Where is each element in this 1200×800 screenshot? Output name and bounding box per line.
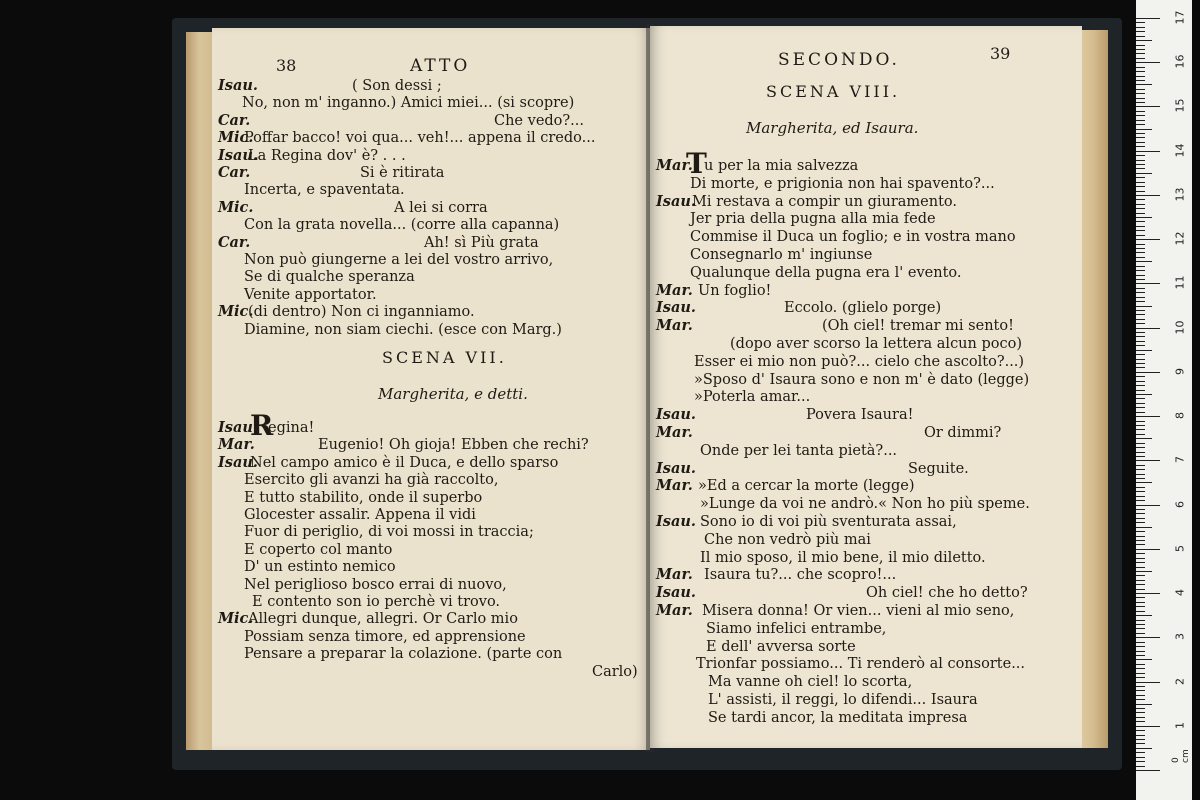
verse-line: (dopo aver scorso la lettera alcun poco) [730,336,1022,352]
ruler-tick [1136,314,1145,315]
ruler-tick [1136,80,1145,81]
ruler-tick [1136,398,1145,399]
ruler-tick [1136,67,1145,68]
ruler-tick [1136,186,1145,187]
ruler-tick [1136,677,1145,678]
verse-line: Povera Isaura! [806,407,914,424]
ruler-tick [1136,239,1160,240]
ruler-tick [1136,540,1145,541]
ruler-tick [1136,717,1145,718]
ruler-tick [1136,531,1145,532]
ruler-tick [1136,739,1145,740]
verse-line: »Ed a cercar la morte (legge) [698,478,915,495]
ruler-tick [1136,195,1160,196]
ruler-tick [1136,615,1152,616]
ruler-tick [1136,593,1160,594]
ruler-tick [1136,589,1145,590]
running-head: SECONDO. [778,50,900,70]
speaker-label: Car. [218,111,251,129]
verse-line: Glocester assalir. Appena il vidi [244,507,476,523]
ruler-tick [1136,544,1145,545]
drop-cap: T [686,147,707,180]
ruler-tick [1136,505,1160,506]
ruler-tick [1136,319,1145,320]
ruler-tick [1136,469,1145,470]
ruler-tick [1136,177,1145,178]
verse-line: Pensare a preparar la colazione. (parte con [244,646,563,663]
ruler-tick [1136,673,1145,674]
ruler-tick [1136,390,1145,391]
ruler-tick [1136,726,1160,727]
ruler-tick [1136,235,1145,236]
right-page [650,26,1082,748]
ruler-tick [1136,217,1152,218]
ruler-tick [1136,659,1152,660]
verse-line: Consegnarlo m' ingiunse [690,247,873,263]
verse-line: E coperto col manto [244,541,393,558]
speaker-label: Isau. [218,453,258,471]
ruler-tick [1136,151,1160,152]
ruler-tick [1136,27,1145,28]
verse-line: Nel periglioso bosco errai di nuovo, [244,576,507,593]
ruler-tick [1136,474,1145,475]
verse-line: Eugenio! Oh gioja! Ebben che rechi? [318,437,589,454]
speaker-label: Isau. [218,77,258,94]
page-number: 39 [990,44,1011,63]
ruler-tick [1136,478,1145,479]
ruler-tick [1136,257,1145,258]
ruler-tick [1136,394,1152,395]
ruler-tick [1136,416,1160,417]
ruler-tick [1136,624,1145,625]
ruler-tick [1136,288,1145,289]
ruler-tick [1136,712,1145,713]
verse-line: Un foglio! [698,282,772,299]
ruler-number: 11 [1173,275,1187,290]
verse-line: E contento son io perchè vi trovo. [252,594,501,610]
ruler-tick [1136,18,1160,19]
ruler-tick [1136,155,1145,156]
ruler-tick [1136,743,1145,744]
ruler-tick [1136,664,1145,665]
verse-line: Allegri dunque, allegri. Or Carlo mio [248,611,518,628]
speaker-label: Isau. [656,192,696,210]
ruler-number: 3 [1173,633,1187,641]
ruler-tick [1136,757,1145,758]
ruler-tick [1136,36,1145,37]
speaker-label: Isau. [656,299,696,317]
ruler-tick [1136,699,1145,700]
verse-line: Sono io di voi più sventurata assai, [700,514,957,530]
ruler-tick [1136,292,1145,293]
ruler-tick [1136,275,1145,276]
ruler-tick [1136,500,1145,501]
ruler-tick [1136,173,1152,174]
ruler-tick [1136,708,1145,709]
ruler-tick [1136,133,1145,134]
ruler-tick [1136,297,1145,298]
ruler-tick [1136,98,1145,99]
ruler-tick [1136,62,1160,63]
verse-line: Carlo) [592,663,638,680]
speaker-label: Mar. [656,477,693,495]
ruler-tick [1136,124,1145,125]
ruler-tick [1136,452,1145,453]
speaker-label: Mic. [218,303,254,321]
verse-line: Esser ei mio non può?... cielo che ascolto?...) [694,353,1025,370]
ruler-tick [1136,106,1160,107]
ruler-tick [1136,142,1145,143]
ruler-tick [1136,633,1145,634]
verse-line: Misera donna! Or vien... vieni al mio seno, [702,603,1015,619]
ruler-tick [1136,655,1145,656]
ruler-tick [1136,310,1145,311]
ruler-tick [1136,527,1152,528]
ruler-tick [1136,226,1145,227]
verse-line: L' assisti, il reggi, lo difendi... Isaura [708,692,978,708]
ruler-tick [1136,58,1145,59]
verse-line: Seguite. [908,460,969,477]
speaker-label: Mic. [218,198,254,216]
speaker-label: Mar. [656,317,693,335]
ruler-tick [1136,447,1145,448]
ruler-number: 4 [1173,589,1187,597]
ruler-number: 5 [1173,544,1187,552]
verse-line: Incerta, e spaventata. [244,182,405,199]
ruler-tick [1136,536,1145,537]
ruler-tick [1136,230,1145,231]
ruler-tick [1136,221,1145,222]
verse-line: Non può giungerne a lei del vostro arrivo, [244,252,554,268]
ruler-tick [1136,22,1145,23]
ruler-number: 9 [1173,367,1187,375]
ruler-tick [1136,248,1145,249]
ruler-tick [1136,350,1152,351]
ruler-tick [1136,49,1145,50]
verse-line: Mi restava a compir un giuramento. [692,193,957,210]
ruler-tick [1136,496,1145,497]
ruler-tick [1136,261,1152,262]
ruler-tick [1136,244,1145,245]
ruler-tick [1136,137,1145,138]
ruler-tick [1136,115,1145,116]
ruler-tick [1136,120,1145,121]
verse-line: D' un estinto nemico [244,559,396,576]
speaker-label: Car. [218,164,251,181]
verse-line: ( Son dessi ; [352,78,442,94]
scene-title: SCENA VIII. [766,82,901,101]
ruler-tick [1136,168,1145,169]
ruler-tick [1136,306,1152,307]
ruler-tick [1136,443,1145,444]
speaker-label: Isau. [656,584,696,602]
ruler-tick [1136,270,1145,271]
verse-line: Fuor di periglio, di voi mossi in traccia; [244,524,534,541]
ruler-number: 6 [1173,500,1187,508]
ruler-tick [1136,735,1145,736]
ruler-tick [1136,438,1152,439]
ruler-tick [1136,748,1152,749]
ruler-tick [1136,620,1145,621]
verse-line: Jer pria della pugna alla mia fede [690,211,936,228]
ruler-tick [1136,628,1145,629]
ruler-number: 10 [1173,320,1187,335]
verse-line: La Regina dov' è? . . . [248,147,406,164]
ruler-tick [1136,429,1145,430]
ruler-tick [1136,553,1145,554]
ruler-tick [1136,359,1145,360]
speaker-label: Isau. [656,459,696,477]
verse-line: Esercito gli avanzi ha già raccolto, [244,472,499,489]
scene-persons: Margherita, ed Isaura. [746,119,919,137]
ruler-tick [1136,597,1145,598]
ruler-tick [1136,182,1145,183]
ruler-tick [1136,580,1145,581]
ruler-tick [1136,513,1145,514]
ruler-number: 13 [1173,187,1187,202]
ruler-tick [1136,575,1145,576]
ruler-tick [1136,434,1145,435]
ruler-tick [1136,421,1145,422]
ruler-tick [1136,279,1145,280]
ruler-tick [1136,721,1145,722]
ruler-tick [1136,407,1145,408]
ruler-tick [1136,602,1145,603]
speaker-label: Isau. [656,406,696,424]
ruler-tick [1136,40,1152,41]
speaker-label: Car. [218,233,251,251]
ruler-tick [1136,129,1152,130]
ruler-tick [1136,323,1145,324]
ruler-number: 17 [1173,10,1187,25]
ruler-tick [1136,637,1160,638]
verse-line: (di dentro) Non ci inganniamo. [248,304,475,321]
speaker-label: Mar. [656,424,693,441]
speaker-label: Mar. [656,157,693,174]
ruler-tick [1136,93,1145,94]
ruler-tick [1136,571,1152,572]
verse-line: Isaura tu?... che scopro!... [704,567,897,584]
verse-line: No, non m' inganno.) Amici miei... (si scopre) [242,95,575,112]
ruler-tick [1136,456,1145,457]
speaker-label: Isau. [656,513,696,530]
ruler-number: 12 [1173,231,1187,246]
page-number: 38 [276,56,297,75]
verse-line: Ah! sì Più grata [424,234,539,251]
ruler-tick [1136,345,1145,346]
ruler-tick [1136,482,1152,483]
left-page [212,28,650,750]
verse-line: Nel campo amico è il Duca, e dello sparso [250,454,559,471]
ruler-tick [1136,53,1145,54]
ruler-tick [1136,76,1145,77]
ruler-tick [1136,403,1145,404]
verse-line: Si è ritirata [360,165,445,181]
ruler-tick [1136,301,1145,302]
ruler-number: 15 [1173,98,1187,113]
ruler-tick [1136,111,1145,112]
ruler-tick [1136,646,1145,647]
ruler-tick [1136,372,1160,373]
ruler-tick [1136,425,1145,426]
ruler-tick [1136,341,1145,342]
verse-line: Il mio sposo, il mio bene, il mio diletto. [700,549,986,566]
ruler-tick [1136,283,1160,284]
ruler-tick [1136,558,1145,559]
verse-line: u per la mia salvezza [704,158,859,174]
ruler-tick [1136,682,1160,683]
verse-line: Se tardi ancor, la meditata impresa [708,709,968,726]
speaker-label: Mar. [656,602,693,619]
ruler-tick [1136,328,1160,329]
speaker-label: Mic. [218,610,254,628]
measuring-ruler [1136,0,1192,800]
ruler-tick [1136,562,1145,563]
verse-line: »Sposo d' Isaura sono e non m' è dato (legge) [694,371,1030,388]
ruler-tick [1136,686,1145,687]
verse-line: »Poterla amar... [694,389,811,406]
verse-line: (Oh ciel! tremar mi sento! [822,318,1014,335]
ruler-tick [1136,252,1145,253]
verse-line: E tutto stabilito, onde il superbo [244,489,483,506]
verse-line: Con la grata novella... (corre alla capanna) [244,217,560,234]
ruler-tick [1136,336,1145,337]
verse-line: Trionfar possiamo... Ti renderò al consorte... [696,656,1026,673]
ruler-tick [1136,71,1145,72]
ruler-tick [1136,465,1145,466]
speaker-label: Mar. [218,436,255,454]
ruler-tick [1136,690,1145,691]
ruler-tick [1136,642,1145,643]
ruler-tick [1136,385,1145,386]
ruler-tick [1136,668,1145,669]
ruler-tick [1136,752,1145,753]
speaker-label: Isau. [218,146,258,164]
verse-line: Or dimmi? [924,425,1002,441]
ruler-tick [1136,412,1145,413]
verse-line: Che non vedrò più mai [704,531,871,548]
verse-line: A lei si corra [394,199,488,216]
speaker-label: Isau. [218,419,258,436]
ruler-tick [1136,766,1145,767]
speaker-label: Mic. [218,129,254,147]
verse-line: E dell' avversa sorte [706,638,856,655]
verse-line: Oh ciel! che ho detto? [866,585,1028,602]
ruler-tick [1136,770,1160,771]
ruler-number: 16 [1173,54,1187,69]
ruler-unit: 0 cm [1171,749,1191,763]
ruler-tick [1136,191,1145,192]
ruler-number: 8 [1173,412,1187,420]
ruler-number: 2 [1173,677,1187,685]
verse-line: egina! [268,420,315,436]
verse-line: Eccolo. (glielo porge) [784,300,942,317]
ruler-tick [1136,584,1145,585]
verse-line: Onde per lei tanta pietà?... [700,442,898,459]
ruler-number: 14 [1173,143,1187,158]
ruler-tick [1136,84,1152,85]
ruler-tick [1136,376,1145,377]
ruler-tick [1136,354,1145,355]
ruler-tick [1136,522,1145,523]
ruler-tick [1136,509,1145,510]
ruler-tick [1136,695,1145,696]
verse-line: Ma vanne oh ciel! lo scorta, [708,674,913,691]
ruler-tick [1136,460,1160,461]
running-head: ATTO [410,56,471,76]
ruler-tick [1136,31,1145,32]
ruler-tick [1136,213,1145,214]
ruler-tick [1136,164,1145,165]
ruler-tick [1136,606,1145,607]
ruler-number: 7 [1173,456,1187,464]
ruler-tick [1136,518,1145,519]
speaker-label: Mar. [656,281,693,299]
speaker-label: Mar. [656,566,693,584]
verse-line: Siamo infelici entrambe, [706,620,887,637]
ruler-tick [1136,567,1145,568]
verse-line: »Lunge da voi ne andrò.« Non ho più speme. [700,496,1030,513]
ruler-tick [1136,611,1145,612]
verse-line: Che vedo?... [494,112,585,129]
ruler-tick [1136,381,1145,382]
verse-line: Poffar bacco! voi qua... veh!... appena il credo... [244,130,596,147]
ruler-number: 1 [1173,721,1187,729]
ruler-tick [1136,266,1145,267]
scene-title: SCENA VII. [382,348,507,367]
verse-line: Venite apportator. [244,286,377,303]
ruler-tick [1136,199,1145,200]
ruler-tick [1136,367,1145,368]
scene-persons: Margherita, e detti. [378,385,528,403]
ruler-tick [1136,160,1145,161]
verse-line: Possiam senza timore, ed apprensione [244,628,526,645]
ruler-tick [1136,704,1152,705]
ruler-tick [1136,730,1145,731]
ruler-tick [1136,491,1145,492]
ruler-tick [1136,651,1145,652]
ruler-tick [1136,208,1145,209]
ruler-tick [1136,332,1145,333]
verse-line: Qualunque della pugna era l' evento. [690,264,962,281]
ruler-tick [1136,761,1145,762]
verse-line: Commise il Duca un foglio; e in vostra mano [690,229,1016,246]
verse-line: Diamine, non siam ciechi. (esce con Marg.) [244,321,562,338]
verse-line: Se di qualche speranza [244,269,415,286]
ruler-tick [1136,363,1145,364]
verse-line: Di morte, e prigionia non hai spavento?... [690,175,995,192]
ruler-tick [1136,549,1160,550]
ruler-tick [1136,487,1145,488]
ruler-tick [1136,204,1145,205]
ruler-tick [1136,45,1145,46]
ruler-tick [1136,102,1145,103]
drop-cap: R [250,409,274,442]
ruler-tick [1136,89,1145,90]
ruler-tick [1136,146,1145,147]
